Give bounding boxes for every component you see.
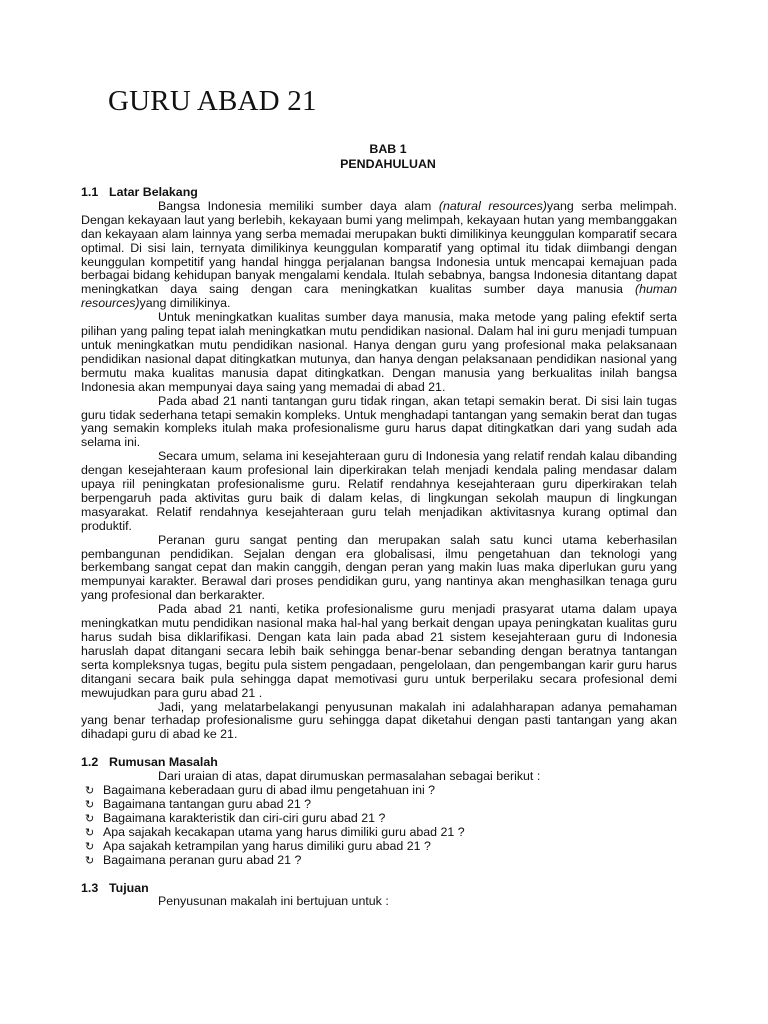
- chapter-title: PENDAHULUAN: [340, 157, 436, 171]
- refresh-arrow-icon: ↻: [85, 839, 95, 853]
- list-intro: Dari uraian di atas, dapat dirumuskan permasalahan sebagai berikut :: [158, 769, 541, 784]
- question-list: [81, 784, 677, 867]
- italic-term: (natural resources): [438, 198, 547, 213]
- list-item: [81, 854, 677, 868]
- list-item-text: Apa sajakah kecakapan utama yang harus dimiliki guru abad 21 ?: [103, 824, 465, 839]
- paragraph: [81, 200, 677, 311]
- paragraph: Peranan guru sangat penting dan merupakan salah satu kunci utama keberhasilan pembangunan pendidikan. Sejalan dengan era globalisasi, ilmu pengetahuan dan teknologi yang berkembang sangat cepat dan makin canggih, dengan peran yang makin luas maka diperlukan guru yang mempunyai karakter. Berawal dari proses pendidikan guru, yang nantinya akan menghasilkan tenaga guru yang profesional dan berkarakter.: [81, 532, 677, 603]
- list-intro: Penyusunan makalah ini bertujuan untuk :: [158, 894, 389, 909]
- refresh-arrow-icon: ↻: [85, 784, 95, 798]
- paragraph-text: Bangsa Indonesia memiliki sumber daya alam: [158, 198, 439, 213]
- document-body: [81, 186, 677, 909]
- section-title: Tujuan: [109, 880, 149, 895]
- list-item: [81, 840, 677, 854]
- list-item-text: Bagaimana keberadaan guru di abad ilmu pengetahuan ini ?: [103, 783, 436, 798]
- section-title: Latar Belakang: [109, 185, 198, 199]
- spacer: [81, 868, 677, 882]
- list-item-text: Bagaimana peranan guru abad 21 ?: [103, 852, 302, 867]
- section-number: 1.1: [81, 185, 99, 199]
- section-number: 1.2: [81, 755, 99, 770]
- list-item: [81, 812, 677, 826]
- refresh-arrow-icon: ↻: [85, 797, 95, 811]
- paragraph: Jadi, yang melatarbelakangi penyusunan makalah ini adalahharapan adanya pemahaman yang benar terhadap profesionalisme guru sehingga dapat diketahui dengan pasti tantangan yang akan dihadapi guru di abad ke 21.: [81, 699, 677, 742]
- chapter-heading: [0, 142, 768, 172]
- document-title: GURU ABAD 21: [108, 85, 317, 117]
- chapter-number: BAB 1: [369, 142, 407, 156]
- paragraph: Untuk meningkatkan kualitas sumber daya manusia, maka metode yang paling efektif serta pilihan yang paling tepat ialah meningkatkan mutu pendidikan nasional. Dalam hal ini guru menjadi tumpuan untuk meningkatkan mutu pendidikan nasional. Hanya dengan guru yang profesional maka pelaksanaan pendidikan nasional dapat ditingkatkan mutunya, dan hanya dengan pelaksanaan pendidikan nasional yang bermutu maka kualitas manusia dapat ditingkatkan. Dengan manusia yang berkualitas inilah bangsa Indonesia akan mempunyai daya saing yang memadai di abad 21.: [81, 310, 677, 394]
- refresh-arrow-icon: ↻: [85, 811, 95, 825]
- refresh-arrow-icon: ↻: [85, 825, 95, 839]
- paragraph-text: yang dimilikinya.: [139, 296, 231, 311]
- section-heading-rumusan-masalah: [81, 756, 677, 770]
- italic-term: (human resources): [81, 282, 677, 311]
- paragraph: Pada abad 21 nanti, ketika profesionalisme guru menjadi prasyarat utama dalam upaya meningkatkan mutu pendidikan nasional maka hal-hal yang berkait dengan upaya peningkatan kualitas guru harus sudah bisa diklarifikasi. Dengan kata lain pada abad 21 sistem kesejahteraan guru di Indonesia haruslah dapat ditangani secara lebih baik sehingga benar-benar sebanding dengan beratnya tantangan serta kompleksnya tugas, begitu pula sistem pengadaan, pengelolaan, dan pengembangan karir guru harus ditangani secara baik pula sehingga dapat memotivasi guru untuk berperilaku secara profesional demi mewujudkan para guru abad 21 .: [81, 602, 677, 700]
- paragraph: Pada abad 21 nanti tantangan guru tidak ringan, akan tetapi semakin berat. Di sisi lain tugas guru tidak sederhana tetapi semakin kompleks. Untuk menghadapi tantangan yang semakin berat dan tugas yang semakin kompleks itulah maka profesionalisme guru harus dapat ditingkatkan dari yang sudah ada selama ini.: [81, 393, 677, 450]
- section-number: 1.3: [81, 880, 99, 895]
- refresh-arrow-icon: ↻: [85, 853, 95, 867]
- paragraph: Secara umum, selama ini kesejahteraan guru di Indonesia yang relatif rendah kalau dibanding dengan kesejahteraan kaum profesional lain diperkirakan telah menjadi kendala paling mendasar dalam upaya riil peningkatan profesionalisme guru. Relatif rendahnya kesejahteraan guru diperkirakan telah berpengaruh pada aktivitas guru baik di dalam kelas, di lingkungan sekolah maupun di lingkungan masyarakat. Relatif rendahnya kesejahteraan guru telah menjadikan aktivitasnya kurang optimal dan produktif.: [81, 449, 677, 533]
- list-item: [81, 798, 677, 812]
- list-item: [81, 784, 677, 798]
- section-heading-tujuan: [81, 882, 677, 896]
- section-heading-latar-belakang: [81, 186, 677, 200]
- list-item-text: Bagaimana tantangan guru abad 21 ?: [103, 796, 312, 811]
- list-item-text: Bagaimana karakteristik dan ciri-ciri guru abad 21 ?: [103, 810, 386, 825]
- list-item: [81, 826, 677, 840]
- list-item-text: Apa sajakah ketrampilan yang harus dimiliki guru abad 21 ?: [103, 838, 431, 853]
- spacer: [81, 742, 677, 756]
- paragraph-text: yang serba melimpah. Dengan kekayaan laut yang berlebih, kekayaan bumi yang melimpah, kekayaan hutan yang membanggakan dan kekayaan alam lainnya yang serba memadai merupakan bukti dimilikinya keunggulan komparatif secara optimal. Di sisi lain, ternyata dimilikinya keunggulan komparatif yang optimal itu tidak diimbangi dengan keunggulan kompetitif yang handal hingga perjalanan bangsa Indonesia untuk mencapai kemajuan pada berbagai bidang kehidupan banyak mengalami kendala. Itulah sebabnya, bangsa Indonesia ditantang dapat meningkatkan daya saing dengan cara meningkatkan kualitas sumber daya manusia: [81, 198, 678, 297]
- section-title: Rumusan Masalah: [109, 755, 218, 770]
